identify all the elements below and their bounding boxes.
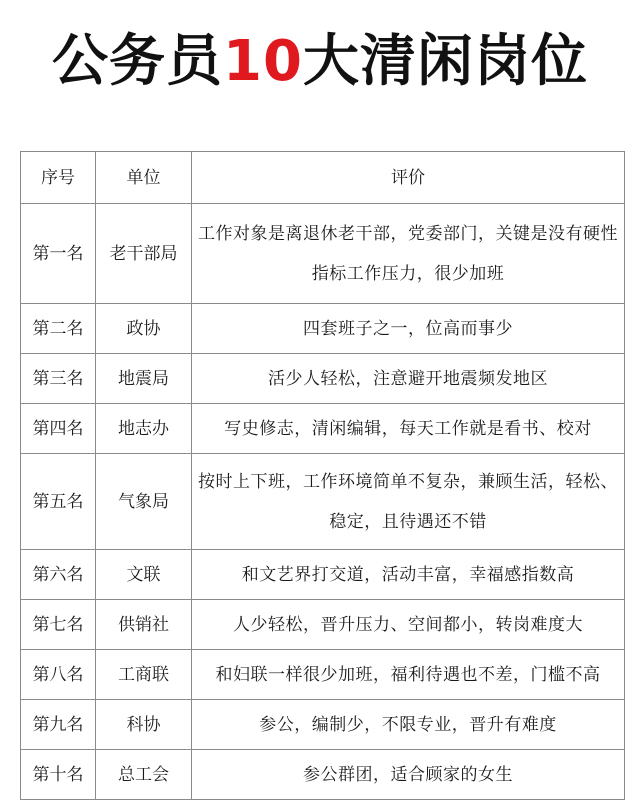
table-row bbox=[21, 650, 625, 700]
page-title bbox=[0, 26, 640, 98]
table-row bbox=[21, 404, 625, 454]
unit-cell: 政协 bbox=[96, 304, 192, 354]
unit-cell: 地志办 bbox=[96, 404, 192, 454]
unit-cell: 总工会 bbox=[96, 750, 192, 800]
unit-cell: 文联 bbox=[96, 550, 192, 600]
rank-cell: 第四名 bbox=[21, 404, 96, 454]
unit-cell: 气象局 bbox=[96, 454, 192, 550]
header-comment: 评价 bbox=[192, 152, 625, 204]
rank-cell: 第十名 bbox=[21, 750, 96, 800]
ranking-table bbox=[20, 151, 625, 800]
rank-cell: 第一名 bbox=[21, 204, 96, 304]
unit-cell: 老干部局 bbox=[96, 204, 192, 304]
comment-cell: 写史修志，清闲编辑，每天工作就是看书、校对 bbox=[192, 404, 625, 454]
table-row bbox=[21, 454, 625, 550]
table-row bbox=[21, 700, 625, 750]
comment-cell: 参公群团，适合顾家的女生 bbox=[192, 750, 625, 800]
rank-cell: 第九名 bbox=[21, 700, 96, 750]
table-row bbox=[21, 204, 625, 304]
title-prefix: 公务员 bbox=[52, 29, 224, 94]
unit-cell: 科协 bbox=[96, 700, 192, 750]
comment-cell: 和妇联一样很少加班，福利待遇也不差，门槛不高 bbox=[192, 650, 625, 700]
header-rank: 序号 bbox=[21, 152, 96, 204]
unit-cell: 地震局 bbox=[96, 354, 192, 404]
table-header-row bbox=[21, 152, 625, 204]
title-number: 10 bbox=[223, 29, 303, 94]
rank-cell: 第五名 bbox=[21, 454, 96, 550]
rank-cell: 第三名 bbox=[21, 354, 96, 404]
table-row bbox=[21, 600, 625, 650]
comment-cell: 参公，编制少，不限专业，晋升有难度 bbox=[192, 700, 625, 750]
comment-cell: 工作对象是离退休老干部，党委部门，关键是没有硬性指标工作压力，很少加班 bbox=[192, 204, 625, 304]
table-row bbox=[21, 750, 625, 800]
unit-cell: 工商联 bbox=[96, 650, 192, 700]
comment-cell: 按时上下班，工作环境简单不复杂，兼顾生活，轻松、稳定，且待遇还不错 bbox=[192, 454, 625, 550]
header-unit: 单位 bbox=[96, 152, 192, 204]
title-suffix: 大清闲岗位 bbox=[302, 29, 588, 94]
rank-cell: 第六名 bbox=[21, 550, 96, 600]
rank-cell: 第七名 bbox=[21, 600, 96, 650]
table-row bbox=[21, 354, 625, 404]
unit-cell: 供销社 bbox=[96, 600, 192, 650]
table-row bbox=[21, 550, 625, 600]
comment-cell: 人少轻松，晋升压力、空间都小，转岗难度大 bbox=[192, 600, 625, 650]
comment-cell: 活少人轻松，注意避开地震频发地区 bbox=[192, 354, 625, 404]
table-row bbox=[21, 304, 625, 354]
rank-cell: 第八名 bbox=[21, 650, 96, 700]
comment-cell: 四套班子之一，位高而事少 bbox=[192, 304, 625, 354]
comment-cell: 和文艺界打交道，活动丰富，幸福感指数高 bbox=[192, 550, 625, 600]
rank-cell: 第二名 bbox=[21, 304, 96, 354]
